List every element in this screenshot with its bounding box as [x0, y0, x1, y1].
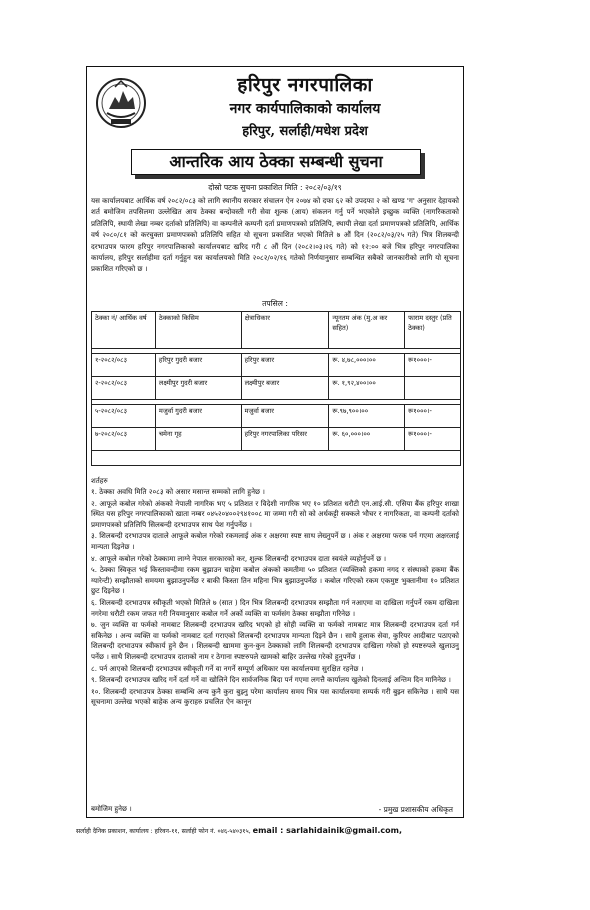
notice-body: यस कार्यालयबाट आर्थिक वर्ष २०८२/०८३ को लागि स्थानीय सरकार संचालन ऐन २०७४ को दफा ६२ को उपदफा २ को खण्ड 'ग' अनुसार देहायको शर्त बमोजिम तपसिलमा उल्लेखित आय ठेक्का बन्दोवस्ती गरी सेवा शुल्क (आय) संकलन गर्नु पर्ने भएकोले इच्छुक व्यक्ति (नागरिकताको प्रतिलिपि, स्थायी लेखा नम्बर दर्ताको प्रतिलिपि) वा कम्पनीले कम्पनी दर्ता प्रमाणपत्रको प्रतिलिपि, स्थायी लेखा दर्ता प्रमाणपत्रको प्रतिलिपि, आर्थिक वर्ष २०८०/८१ को करचुक्ता प्रमाणपत्रको प्रतिलिपि सहित यो सूचना प्रकाशित भएको मितिले ७ औं दिन (२०८२/०३/२५ गते) भित्र शिलबन्दी दरभाउपत्र फारम हरिपुर नगरपालिकाको कार्यालयबाट खरिद गरी ८ औं दिन (२०८२।०३।२६ गते) को १२:०० बजे भित्र हरिपुर नगरपालिका कार्यालय, हरिपुर सर्लाहीमा दर्ता गर्नुहुन यस कार्यालयको मिति २०८२/०२/१६ गतेको निर्णयानुसार सम्बन्धित सबैको जानकारीको लागि यो सूचना प्रकाशित गरिएको छ ।: [91, 196, 459, 274]
terms-tail: बमोजिम हुनेछ ।: [91, 805, 132, 813]
term-item: ४. आफूले कबोल गरेको ठेक्कामा लाग्ने नेपाल सरकारको कर, शुल्क शिलबन्दी दरभाउपत्र दाता स्वयंले व्यहोर्नुपर्ने छ ।: [91, 553, 387, 563]
table-cell: लक्ष्मीपुर बजार: [241, 377, 329, 400]
table-row: [92, 377, 461, 400]
term-item: ९. शिलबन्दी दरभाउपत्र खरिद गर्ने दर्ता गर्ने वा खोलिने दिन सार्वजनिक बिदा पर्न गएमा लगत्तै कार्यालय खुलेको दिनलाई अन्तिम दिन मानिनेछ ।: [91, 675, 451, 685]
tender-notice: [86, 66, 464, 818]
office-name: नगर कार्यपालिकाको कार्यालय: [229, 101, 381, 117]
term-item: ६. शिलबन्दी दरभाउपत्र स्वीकृती भएको मितिले ७ (सात ) दिन भित्र शिलबन्दी दरभाउपत्र सम्झौता गर्न नआएमा वा दाखिला गर्नुपर्ने रकम दाखिला नगरेमा धरौटी रकम जफत गरी नियमानुसार कबोल गर्ने अर्को व्यक्ति वा फर्मसंग ठेक्का सम्झौता गरिनेछ ।: [91, 597, 459, 618]
term-item: १. ठेक्का अवधि मिति २०८३ को असार मसान्त सम्मको लागि हुनेछ ।: [91, 487, 265, 496]
table-cell: हरिपुर बजार: [241, 354, 329, 377]
table-cell: मजुर्वा बजार: [241, 405, 329, 428]
table-cell: रू१०००।-: [405, 405, 461, 428]
table-cell: २-२०८२/०८३: [92, 377, 156, 400]
terms-heading: शर्तहरु: [91, 477, 108, 485]
table-row: [92, 405, 461, 428]
table-cell: [405, 377, 461, 400]
table-cell: रू१०००।-: [405, 354, 461, 377]
publish-date: दोस्रो पटक सुचना प्रकाशित मिति : २०८२/०३/१९: [208, 183, 342, 192]
table-cell: लक्ष्मीपुर गुदरी बजार: [155, 377, 241, 400]
col-header-type: ठेक्काको किसिम: [155, 312, 241, 349]
col-header-jurisdiction: क्षेत्राधिकार: [241, 312, 329, 349]
table-row: [92, 354, 461, 377]
table-cell: १-२०८२/०८३: [92, 354, 156, 377]
terms-list: [91, 487, 459, 709]
notice-heading: आन्तरिक आय ठेक्का सम्बन्धी सुचना: [131, 149, 421, 175]
table-cell: हरिपुर नगरपालिका परिसर: [241, 428, 329, 451]
office-address: हरिपुर, सर्लाही/मधेश प्रदेश: [242, 124, 368, 139]
table-cell: रू१०००।-: [405, 428, 461, 451]
municipality-title: हरिपुर नगरपालिका: [237, 74, 373, 96]
term-item: २. आफूले कबोल गरेको अंकको नेपाली नागरिक भए ५ प्रतिशत र विदेशी नागरिक भए १० प्रतिशत धरौटी एन.आई.सी. एसिया बैंक हरिपुर शाखा स्थित यस हरिपुर नगरपालिकाको खाता नम्बर ०४५२०४००२९४१००८ मा जम्मा गरी सो को अर्धकट्टी सक्कले भौचर र नागरिकता, वा कम्पनी दर्ताको प्रमाणपत्रको प्रतिलिपि सिलबन्दी दरभाउपत्र साथ पेश गर्नुपर्नेछ ।: [91, 498, 459, 529]
table-header-row: [92, 312, 461, 349]
table-cell: हरिपुर गुदरी बजार: [155, 354, 241, 377]
table-cell: रू. ६०,०००।००: [329, 428, 405, 451]
publication-footer: [76, 826, 496, 835]
term-item: ३. शिलबन्दी दरभाउपत्र दाताले आफूले कबोल गरेको रकमलाई अंक र अक्षरमा स्पष्ट साथ लेख्नुपर्ने छ । अंक र अक्षरमा फरक पर्न गएमा अक्षरलाई मान्यता दिइनेछ ।: [91, 531, 459, 551]
col-header-minimum-amount: न्यूनतम अंक (मु.अ कर सहित): [329, 312, 405, 349]
footer-text: सर्लाही दैनिक प्रकाशन, कार्यालय : हरिवन-११, सर्लाही फोन नं. ०४६-५४०३१५,: [76, 828, 251, 835]
table-row: [92, 428, 461, 451]
col-header-form-fee: फाराम दस्तुर (प्रति ठेक्का): [405, 312, 461, 349]
footer-email: email : sarlahidainik@gmail.com,: [252, 826, 402, 835]
table-cell: ७-२०८२/०८३: [92, 428, 156, 451]
term-item: ८. पर्न आएको शिलबन्दी दरभाउपत्र स्वीकृती गर्ने वा नगर्ने सम्पूर्ण अधिकार यस कार्यालयमा सुरक्षित रहनेछ ।: [91, 663, 364, 673]
col-header-contract-no: ठेक्का नं/ आर्थिक वर्ष: [92, 312, 156, 349]
term-item: ७. जुन व्यक्ति वा फर्मको नामबाट शिलबन्दी दरभाउपत्र खरिद भएको हो सोही व्यक्ति वा फर्मको नामबाट मात्र शिलबन्दी दरभाउपत्र दर्ता गर्न सकिनेछ । अन्य व्यक्ति वा फर्मको नामबाट दर्ता गराएको शिलबन्दी दरभाउपत्र मान्यता दिइने छैन । साथै हुलाक सेवा, कुरियर आदीबाट पठाएको शिलबन्दी दरभाउपत्र स्वीकार्य हुने छैन । शिलबन्दी खाममा कुन-कुन ठेक्काको लागि शिलबन्दी दरभाउपत्र दाखिला गरेको हो स्पष्टरुपले खुलाउनु पर्नेछ । साथै शिलबन्दी दरभाउपत्र दाताको नाम र ठेगाना स्पष्टरुपले खामको बाहिर उल्लेख गरेको हुनुपर्नेछ ।: [91, 620, 459, 661]
tender-table: [91, 311, 461, 466]
term-item: १०. शिलबन्दी दरभाउपत्र ठेक्का सम्बन्धि अन्य कुनै कुरा बुझ्नु परेमा कार्यालय समय भित्र यस कार्यालयमा सम्पर्क गरी बुझ्न सकिनेछ । साथै यस सूचनामा उल्लेख भएको बाहेक अन्य कुराहरु प्रचलित ऐन कानून: [91, 686, 459, 707]
table-cell: चमेना गृह: [155, 428, 241, 451]
table-cell: ५-२०८२/०८३: [92, 405, 156, 428]
nepal-emblem-icon: [95, 75, 147, 131]
table-cell: रू. ४,७८,०००।००: [329, 354, 405, 377]
table-title: तपसिल :: [262, 299, 288, 308]
table-cell: मजुर्वा गुदरी बजार: [155, 405, 241, 428]
signature-line: - प्रमुख प्रशासकीय अधिकृत: [378, 805, 453, 814]
table-cell: रू. १,९२,४००।००: [329, 377, 405, 400]
term-item: ५. ठेक्का स्विकृत भई किस्तावन्दीमा रकम बुझाउन चाहेमा कबोल अंकको कमतीमा ५० प्रतिशत (व्यक्तिको हकमा नगद र संस्थाको हकमा बैंक ग्यारेन्टी) सम्झौताको समयमा बुझाउनुपर्नेछ र बाकी किस्ता तिन महिना भित्र बुझाउनुपर्नेछ । कबोल गरिएको रकम एकमुष्ट भुक्तानीमा १० प्रतिशत छुट दिइनेछ ।: [91, 565, 460, 596]
table-cell: रू.९७,९००।००: [329, 405, 405, 428]
